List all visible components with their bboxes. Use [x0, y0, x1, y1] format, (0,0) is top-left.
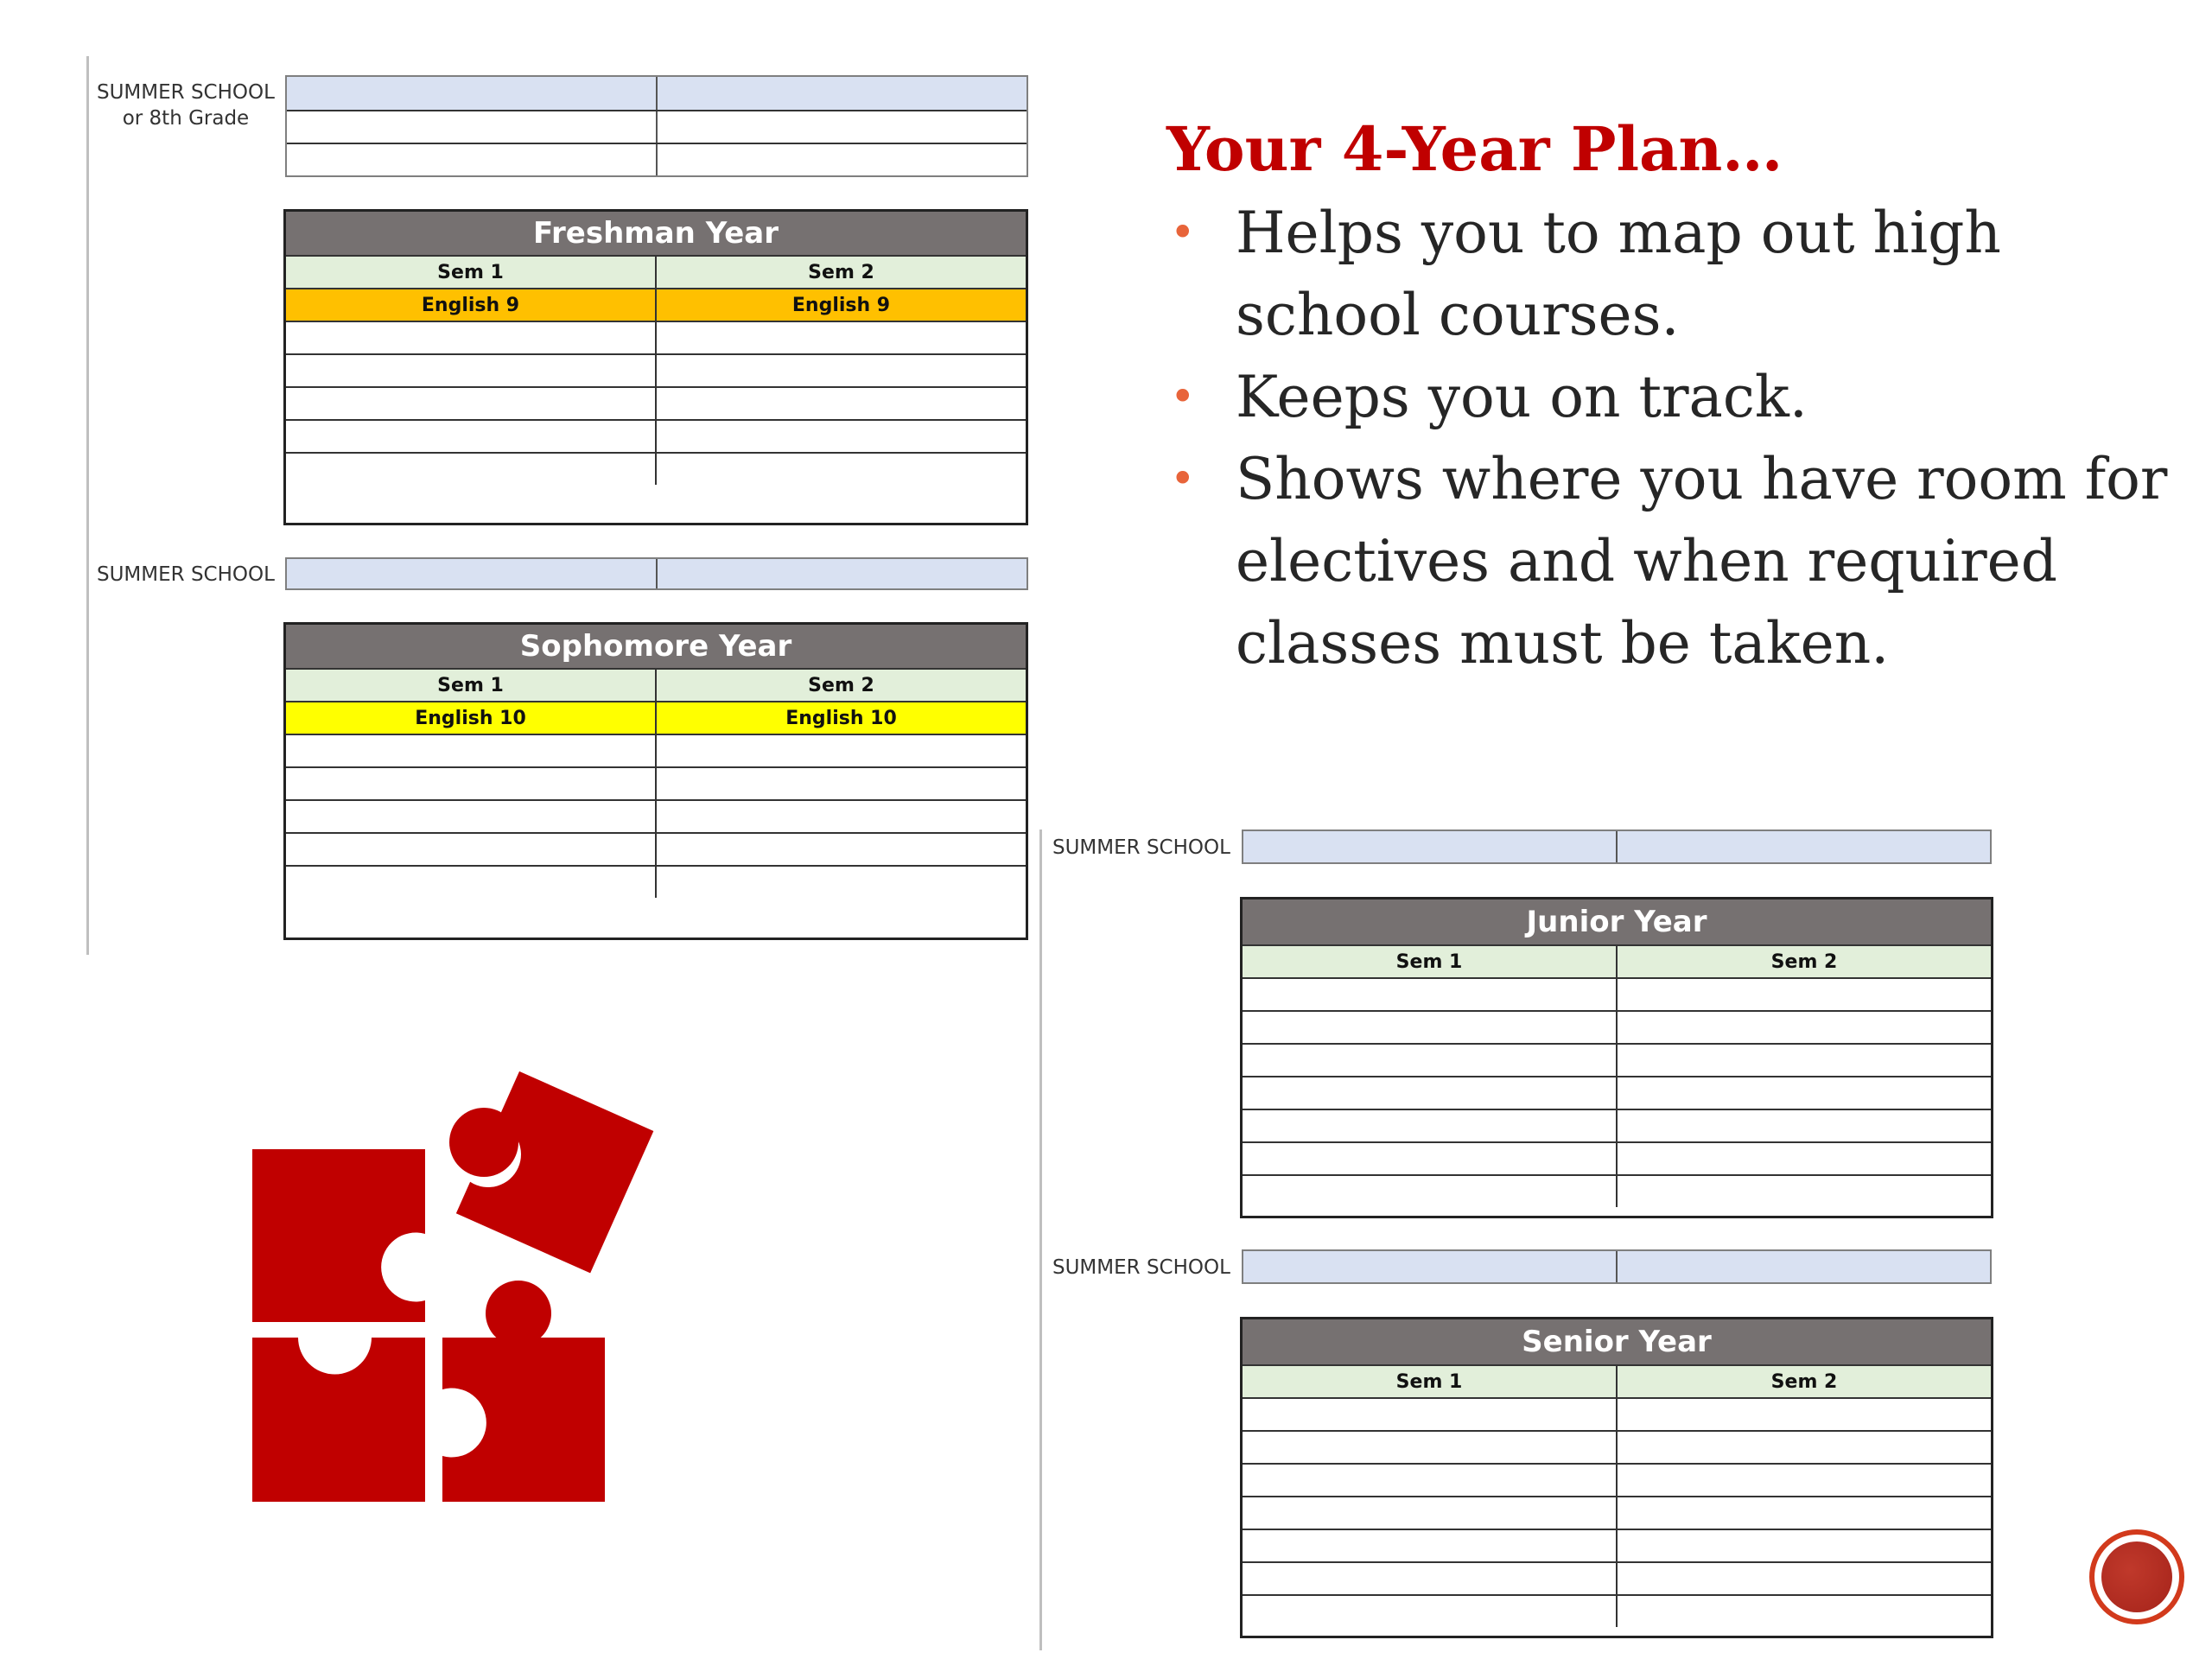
- table-cell[interactable]: [286, 355, 657, 386]
- table-cell[interactable]: [1243, 1596, 1618, 1627]
- summer-school-label-2: SUMMER SCHOOL: [1052, 836, 1230, 859]
- sophomore-sem2-header: Sem 2: [808, 674, 874, 696]
- freshman-year-title: Freshman Year: [286, 212, 1026, 255]
- left-divider-line: [86, 56, 89, 955]
- table-cell[interactable]: [1618, 979, 1991, 1010]
- table-cell[interactable]: [286, 768, 657, 799]
- table-cell[interactable]: [657, 834, 1026, 865]
- summer-8th-grid: [285, 75, 1028, 177]
- table-cell[interactable]: [1618, 1596, 1991, 1627]
- sophomore-sem1-header: Sem 1: [286, 670, 657, 701]
- table-cell[interactable]: [286, 454, 657, 485]
- freshman-course-sem2[interactable]: English 9: [791, 294, 891, 316]
- bullet-item: • Shows where you have room for electives and when required classes must be taken.: [1166, 438, 2169, 684]
- table-cell[interactable]: [1243, 1077, 1618, 1109]
- table-cell[interactable]: [657, 454, 1026, 485]
- bullet-item: • Helps you to map out high school courses.: [1166, 192, 2169, 356]
- senior-sem1-header: Sem 1: [1243, 1366, 1618, 1397]
- table-cell[interactable]: [1243, 1432, 1618, 1463]
- table-cell[interactable]: [1618, 1432, 1991, 1463]
- table-cell[interactable]: [657, 355, 1026, 386]
- junior-sem2-header: Sem 2: [1770, 950, 1838, 973]
- junior-sem1-header: Sem 1: [1243, 946, 1618, 977]
- table-cell[interactable]: [1243, 979, 1618, 1010]
- table-cell[interactable]: [1618, 1077, 1991, 1109]
- bullet-dot-icon: •: [1170, 454, 1196, 504]
- table-cell[interactable]: [286, 801, 657, 832]
- bullet-dot-icon: •: [1170, 207, 1196, 257]
- table-cell[interactable]: [657, 867, 1026, 898]
- right-divider-line: [1039, 830, 1042, 1650]
- table-cell[interactable]: [657, 768, 1026, 799]
- slide-title: Your 4-Year Plan…: [1166, 113, 1783, 185]
- table-cell[interactable]: [1243, 1465, 1618, 1496]
- sophomore-year-table: [283, 622, 1028, 940]
- summer-school-label-1: SUMMER SCHOOL: [97, 563, 275, 586]
- summer-school-grid-1: [285, 557, 1028, 590]
- table-cell[interactable]: [1243, 1497, 1618, 1529]
- senior-sem2-header: Sem 2: [1770, 1370, 1838, 1393]
- table-cell[interactable]: [1243, 1563, 1618, 1594]
- table-cell[interactable]: [1243, 1012, 1618, 1043]
- circle-button-icon: [2101, 1541, 2172, 1612]
- table-cell[interactable]: [1243, 1176, 1618, 1207]
- table-cell[interactable]: [286, 421, 657, 452]
- table-cell[interactable]: [1618, 1143, 1991, 1174]
- freshman-year-table: [283, 209, 1028, 525]
- table-cell[interactable]: [1618, 1497, 1991, 1529]
- summer-school-grid-3: [1242, 1249, 1992, 1284]
- summer-8th-label: SUMMER SCHOOL or 8th Grade: [97, 81, 275, 130]
- junior-year-table: [1240, 897, 1993, 1218]
- bullet-dot-icon: •: [1170, 372, 1196, 422]
- table-cell[interactable]: [1243, 1143, 1618, 1174]
- table-cell[interactable]: [286, 834, 657, 865]
- sophomore-course-sem1[interactable]: English 10: [286, 702, 657, 734]
- table-cell[interactable]: [286, 735, 657, 766]
- table-cell[interactable]: [1243, 1530, 1618, 1561]
- summer-school-label-3: SUMMER SCHOOL: [1052, 1256, 1230, 1279]
- sophomore-year-title: Sophomore Year: [286, 625, 1026, 668]
- bullet-item: • Keeps you on track.: [1166, 356, 2169, 438]
- freshman-sem2-header: Sem 2: [808, 261, 874, 283]
- puzzle-pieces-icon: [242, 1063, 709, 1512]
- table-cell[interactable]: [1618, 1176, 1991, 1207]
- table-cell[interactable]: [286, 388, 657, 419]
- table-cell[interactable]: [657, 421, 1026, 452]
- senior-year-title: Senior Year: [1243, 1319, 1991, 1364]
- table-cell[interactable]: [657, 801, 1026, 832]
- freshman-course-sem1[interactable]: English 9: [286, 289, 657, 321]
- table-cell[interactable]: [1618, 1110, 1991, 1141]
- table-cell[interactable]: [1243, 1399, 1618, 1430]
- table-cell[interactable]: [1243, 1045, 1618, 1076]
- bullet-list: [1166, 192, 2169, 684]
- table-cell[interactable]: [1618, 1012, 1991, 1043]
- table-cell[interactable]: [286, 322, 657, 353]
- table-cell[interactable]: [657, 388, 1026, 419]
- sophomore-course-sem2[interactable]: English 10: [785, 707, 897, 729]
- table-cell[interactable]: [1618, 1465, 1991, 1496]
- table-cell[interactable]: [286, 867, 657, 898]
- table-cell[interactable]: [657, 735, 1026, 766]
- table-cell[interactable]: [1618, 1045, 1991, 1076]
- table-cell[interactable]: [1618, 1563, 1991, 1594]
- table-cell[interactable]: [1618, 1530, 1991, 1561]
- senior-year-table: [1240, 1317, 1993, 1638]
- summer-school-grid-2: [1242, 830, 1992, 864]
- table-cell[interactable]: [657, 322, 1026, 353]
- table-cell[interactable]: [1618, 1399, 1991, 1430]
- table-cell[interactable]: [1243, 1110, 1618, 1141]
- nav-circle-button[interactable]: [2089, 1529, 2184, 1624]
- freshman-sem1-header: Sem 1: [286, 257, 657, 288]
- junior-year-title: Junior Year: [1243, 899, 1991, 944]
